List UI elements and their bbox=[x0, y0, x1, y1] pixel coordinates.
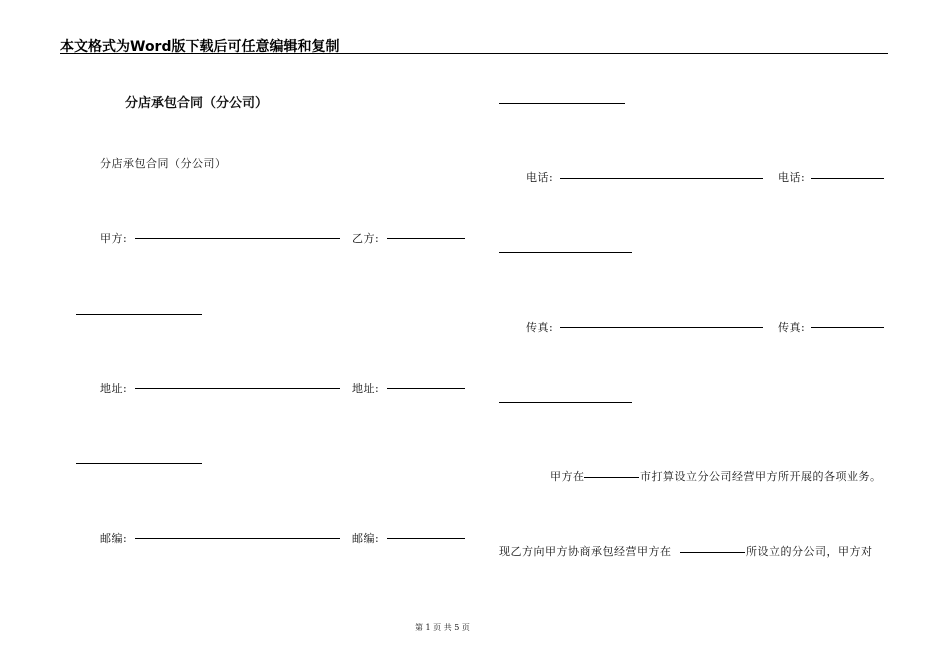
paragraph-2-start: 现乙方向甲方协商承包经营甲方在 bbox=[499, 545, 672, 558]
party-b-field[interactable] bbox=[387, 238, 465, 239]
document-title: 分店承包合同（分公司） bbox=[125, 96, 269, 111]
location-blank[interactable] bbox=[680, 552, 745, 553]
party-a-field[interactable] bbox=[135, 238, 340, 239]
fax-a-field[interactable] bbox=[560, 327, 763, 328]
header-divider bbox=[60, 53, 888, 54]
city-blank[interactable] bbox=[584, 477, 639, 478]
party-b-label: 乙方: bbox=[352, 232, 380, 245]
address-b-field[interactable] bbox=[387, 388, 465, 389]
phone-continuation-line[interactable] bbox=[499, 252, 632, 253]
address-b-label: 地址: bbox=[352, 382, 380, 395]
paragraph-2-end: 所设立的分公司，甲方对 bbox=[746, 545, 873, 558]
right-top-line[interactable] bbox=[499, 103, 625, 104]
postcode-a-field[interactable] bbox=[135, 538, 340, 539]
fax-b-field[interactable] bbox=[811, 327, 884, 328]
phone-a-field[interactable] bbox=[560, 178, 763, 179]
address-continuation-line[interactable] bbox=[76, 463, 202, 464]
postcode-b-field[interactable] bbox=[387, 538, 465, 539]
fax-continuation-line[interactable] bbox=[499, 402, 632, 403]
phone-b-field[interactable] bbox=[811, 178, 884, 179]
fax-a-label: 传真: bbox=[526, 321, 554, 334]
phone-b-label: 电话: bbox=[778, 171, 806, 184]
fax-b-label: 传真: bbox=[778, 321, 806, 334]
page-number: 第 1 页 共 5 页 bbox=[415, 623, 470, 632]
address-a-label: 地址: bbox=[100, 382, 128, 395]
paragraph-1-end: 市打算设立分公司经营甲方所开展的各项业务。 bbox=[640, 470, 882, 483]
postcode-a-label: 邮编: bbox=[100, 532, 128, 545]
document-header: 本文格式为Word版下载后可任意编辑和复制 bbox=[60, 39, 340, 55]
address-a-field[interactable] bbox=[135, 388, 340, 389]
postcode-b-label: 邮编: bbox=[352, 532, 380, 545]
contract-subtitle: 分店承包合同（分公司） bbox=[100, 157, 227, 170]
party-continuation-line[interactable] bbox=[76, 314, 202, 315]
party-a-label: 甲方: bbox=[100, 232, 128, 245]
phone-a-label: 电话: bbox=[526, 171, 554, 184]
paragraph-1-start: 甲方在 bbox=[550, 470, 585, 483]
